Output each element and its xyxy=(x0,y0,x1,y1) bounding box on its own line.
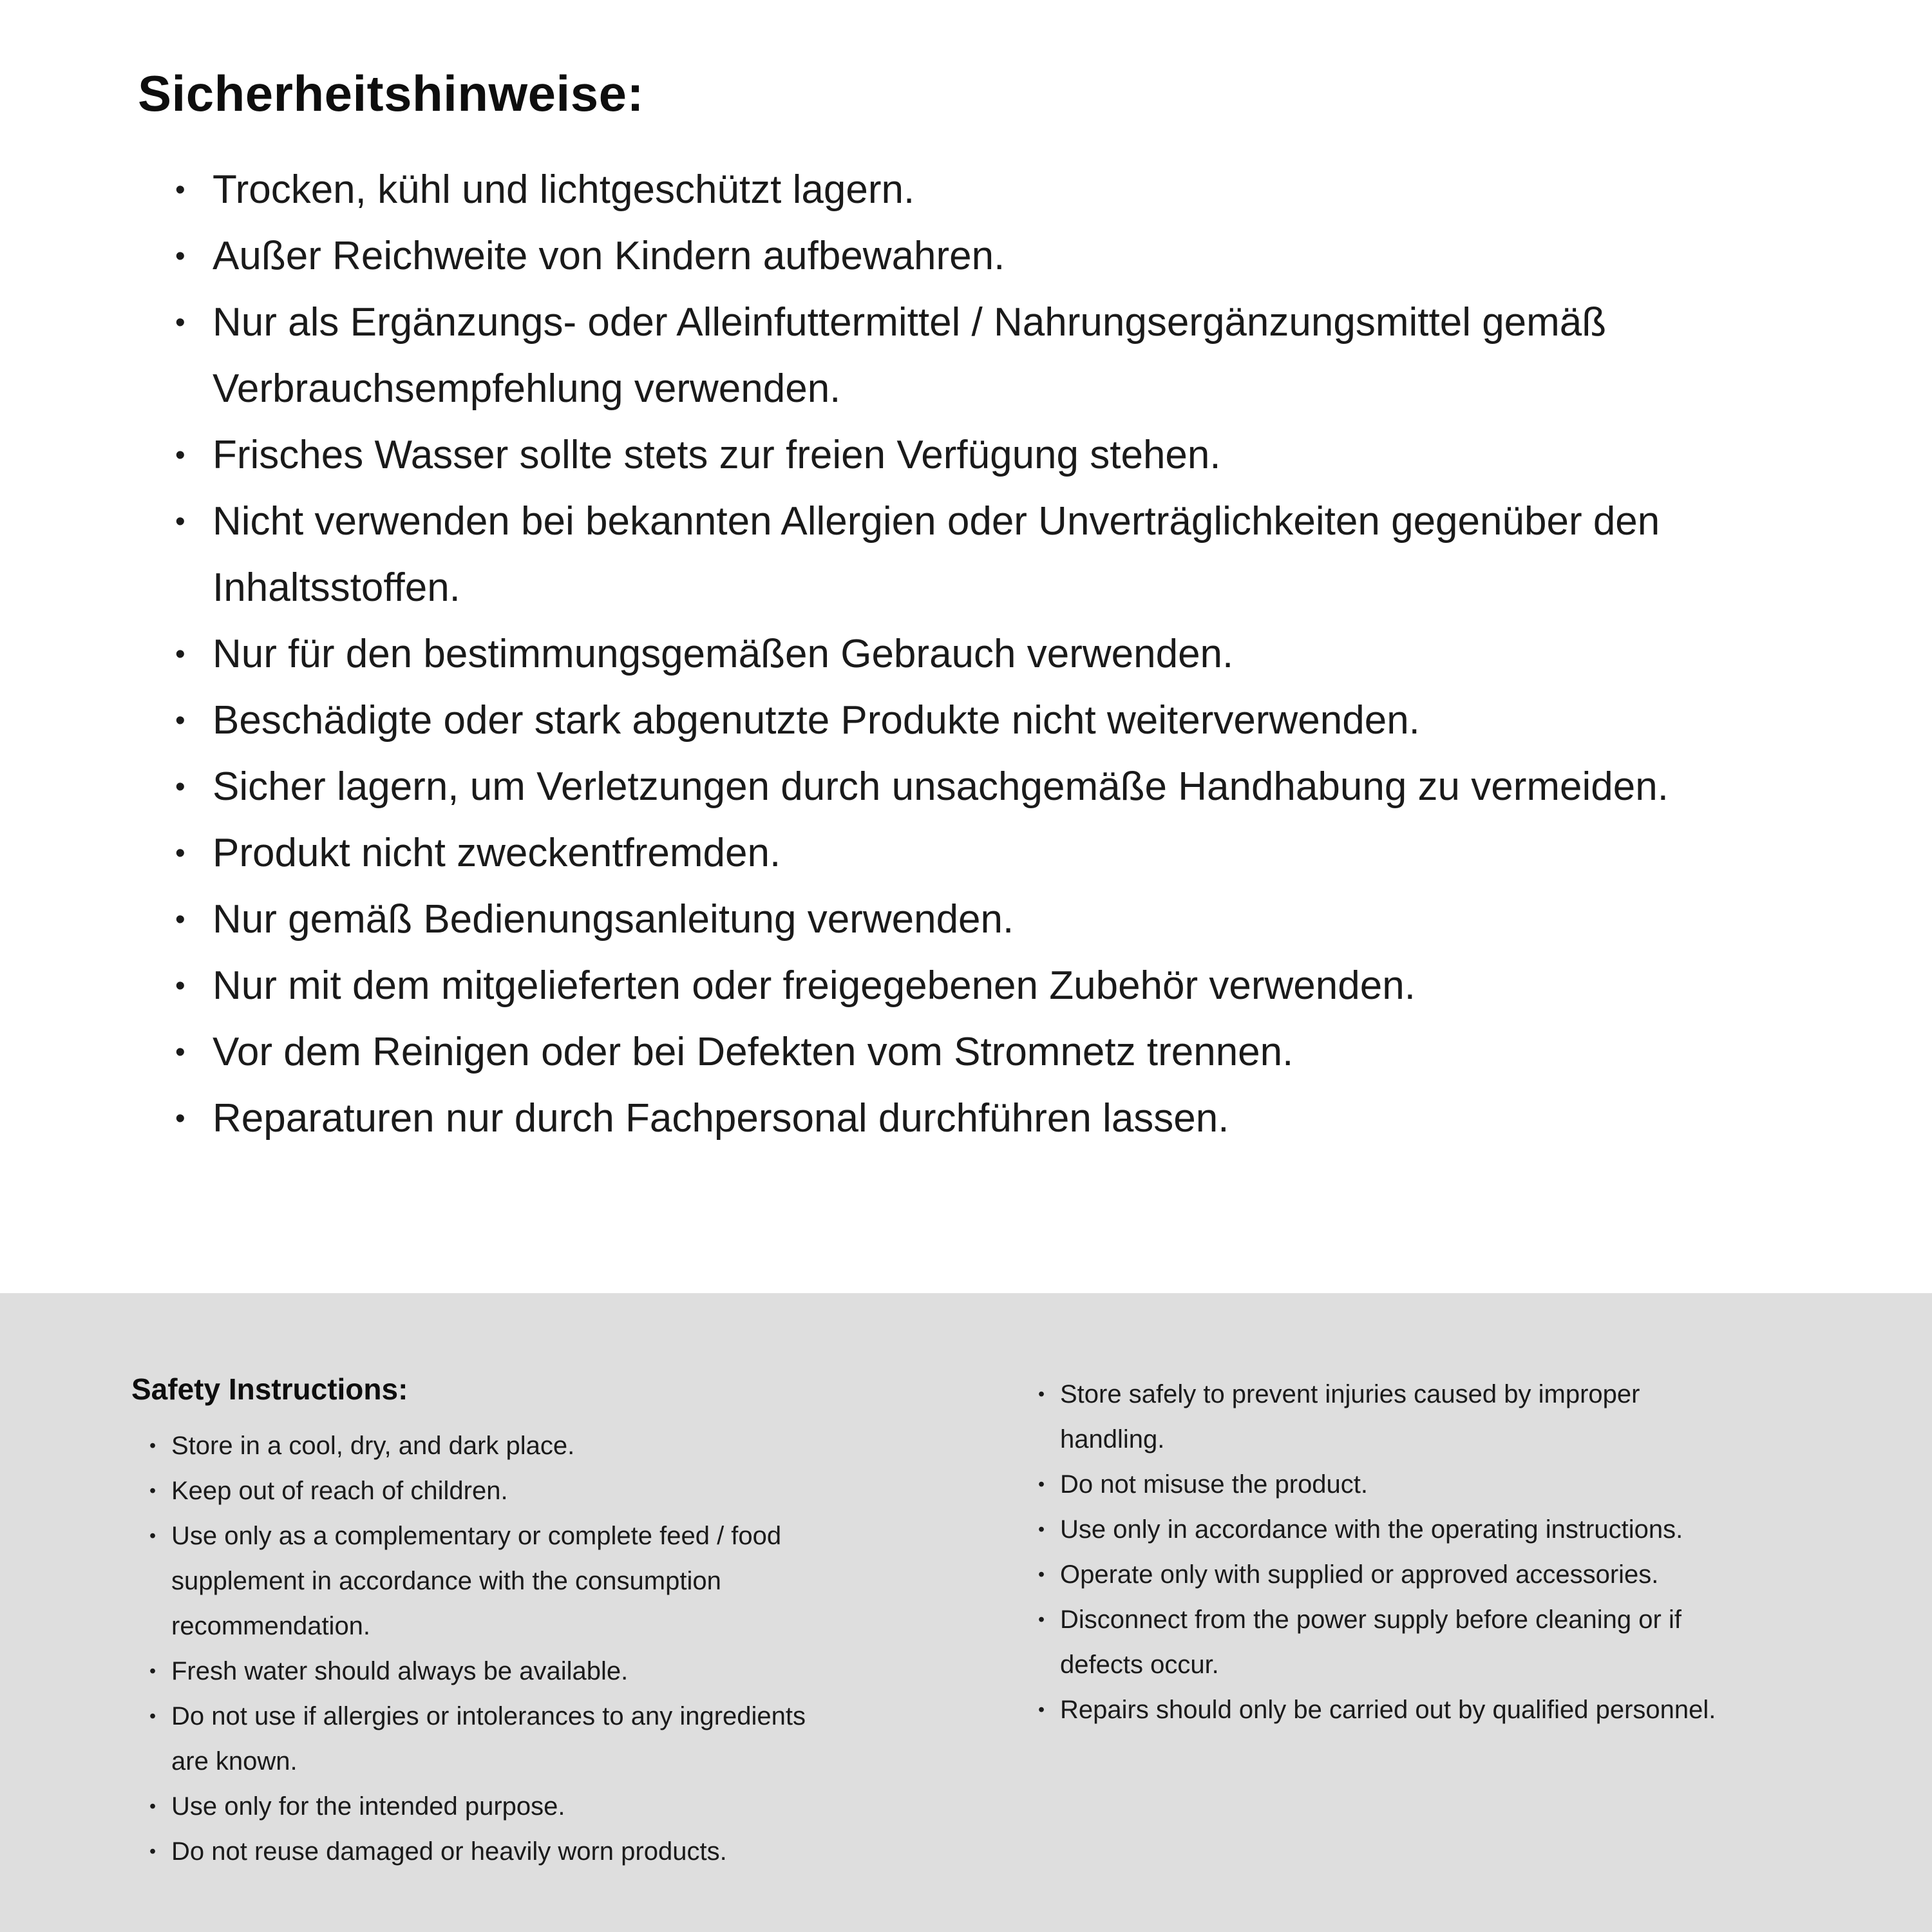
english-safety-item-text: Use only as a complementary or complete feed / food supplement in accordance with the consumption recommendation. xyxy=(171,1522,782,1640)
english-safety-item-text: Operate only with supplied or approved accessories. xyxy=(1060,1560,1659,1589)
german-safety-item-text: Nur gemäß Bedienungsanleitung verwenden. xyxy=(213,897,1014,942)
english-safety-item xyxy=(1020,1597,1735,1687)
english-safety-item-text: Repairs should only be carried out by qualified personnel. xyxy=(1060,1696,1716,1724)
english-safety-item-text: Do not misuse the product. xyxy=(1060,1470,1368,1499)
german-safety-item-text: Beschädigte oder stark abgenutzte Produkte nicht weiterverwenden. xyxy=(213,698,1420,743)
german-safety-item-text: Vor dem Reinigen oder bei Defekten vom Stromnetz trennen. xyxy=(213,1030,1294,1074)
german-safety-item-text: Frisches Wasser sollte stets zur freien Verfügung stehen. xyxy=(213,433,1221,477)
bullet-icon: • xyxy=(175,307,185,338)
german-safety-item-text: Trocken, kühl und lichtgeschützt lagern. xyxy=(213,167,915,212)
german-safety-item-text: Produkt nicht zweckentfremden. xyxy=(213,831,781,875)
english-safety-item-text: Disconnect from the power supply before cleaning or if defects occur. xyxy=(1060,1605,1681,1679)
bullet-icon: • xyxy=(1038,1609,1045,1630)
german-safety-item-text: Außer Reichweite von Kindern aufbewahren. xyxy=(213,234,1005,278)
bullet-icon: • xyxy=(175,904,185,935)
bullet-icon: • xyxy=(175,837,185,869)
german-safety-item xyxy=(138,952,1683,1019)
bullet-icon: • xyxy=(149,1481,156,1501)
bullet-icon: • xyxy=(1038,1700,1045,1720)
bullet-icon: • xyxy=(149,1661,156,1681)
english-safety-item-text: Store in a cool, dry, and dark place. xyxy=(171,1432,575,1460)
bullet-icon: • xyxy=(149,1526,156,1546)
bullet-icon: • xyxy=(1038,1384,1045,1405)
bullet-icon: • xyxy=(175,771,185,802)
english-safety-item xyxy=(131,1784,833,1829)
english-safety-item xyxy=(1020,1372,1735,1462)
english-safety-item xyxy=(1020,1552,1735,1597)
german-safety-item xyxy=(138,621,1683,687)
bullet-icon: • xyxy=(149,1796,156,1817)
german-safety-item xyxy=(138,223,1683,289)
german-safety-item-text: Reparaturen nur durch Fachpersonal durchführen lassen. xyxy=(213,1096,1229,1141)
english-left-column xyxy=(131,1372,833,1874)
german-safety-item-text: Nicht verwenden bei bekannten Allergien oder Unverträglichkeiten gegenüber den Inhaltsstoffen. xyxy=(213,499,1660,610)
german-safety-item xyxy=(138,687,1683,753)
german-safety-item-text: Nur für den bestimmungsgemäßen Gebrauch verwenden. xyxy=(213,632,1234,676)
german-safety-item xyxy=(138,422,1683,488)
english-safety-heading: Safety Instructions: xyxy=(131,1372,408,1406)
english-safety-item-text: Store safely to prevent injuries caused by improper handling. xyxy=(1060,1380,1640,1454)
german-safety-item-text: Sicher lagern, um Verletzungen durch unsachgemäße Handhabung zu vermeiden. xyxy=(213,764,1669,809)
english-safety-item xyxy=(1020,1507,1735,1552)
english-safety-item xyxy=(131,1694,833,1784)
english-safety-item xyxy=(1020,1462,1735,1507)
german-safety-item xyxy=(138,886,1683,952)
bullet-icon: • xyxy=(175,439,185,471)
german-safety-item xyxy=(138,820,1683,886)
english-safety-item xyxy=(131,1423,833,1468)
german-safety-item-text: Nur mit dem mitgelieferten oder freigegebenen Zubehör verwenden. xyxy=(213,963,1416,1008)
german-safety-item xyxy=(138,753,1683,820)
english-safety-item-text: Use only in accordance with the operating instructions. xyxy=(1060,1515,1683,1544)
german-safety-heading: Sicherheitshinweise: xyxy=(138,65,644,122)
bullet-icon: • xyxy=(175,970,185,1001)
english-safety-item xyxy=(131,1468,833,1513)
bullet-icon: • xyxy=(175,174,185,205)
german-safety-item xyxy=(138,1085,1683,1151)
english-safety-item xyxy=(131,1649,833,1694)
english-safety-list-right xyxy=(1020,1372,1735,1732)
bullet-icon: • xyxy=(175,1036,185,1068)
english-safety-item xyxy=(1020,1687,1735,1732)
german-safety-item-text: Nur als Ergänzungs- oder Alleinfuttermittel / Nahrungsergänzungsmittel gemäß Verbrauchsempfehlung verwenden. xyxy=(213,300,1607,411)
english-safety-item xyxy=(131,1829,833,1874)
english-safety-item-text: Use only for the intended purpose. xyxy=(171,1792,565,1821)
bullet-icon: • xyxy=(149,1841,156,1862)
german-safety-item xyxy=(138,1019,1683,1085)
english-safety-item-text: Do not use if allergies or intolerances to any ingredients are known. xyxy=(171,1702,806,1776)
english-safety-item xyxy=(131,1513,833,1649)
bullet-icon: • xyxy=(175,240,185,272)
bullet-icon: • xyxy=(1038,1519,1045,1540)
bullet-icon: • xyxy=(175,638,185,670)
english-safety-item-text: Keep out of reach of children. xyxy=(171,1477,508,1505)
bullet-icon: • xyxy=(149,1706,156,1727)
bullet-icon: • xyxy=(149,1435,156,1456)
bullet-icon: • xyxy=(1038,1474,1045,1495)
english-right-column xyxy=(1020,1372,1735,1732)
bullet-icon: • xyxy=(175,705,185,736)
bullet-icon: • xyxy=(175,1103,185,1134)
english-safety-list-left xyxy=(131,1423,833,1874)
bullet-icon: • xyxy=(175,506,185,537)
german-safety-list xyxy=(138,156,1683,1151)
english-safety-section xyxy=(0,1293,1932,1932)
german-safety-item xyxy=(138,488,1683,621)
german-safety-item xyxy=(138,289,1683,422)
german-safety-item xyxy=(138,156,1683,223)
english-safety-item-text: Do not reuse damaged or heavily worn products. xyxy=(171,1837,727,1866)
english-safety-item-text: Fresh water should always be available. xyxy=(171,1657,629,1685)
bullet-icon: • xyxy=(1038,1564,1045,1585)
